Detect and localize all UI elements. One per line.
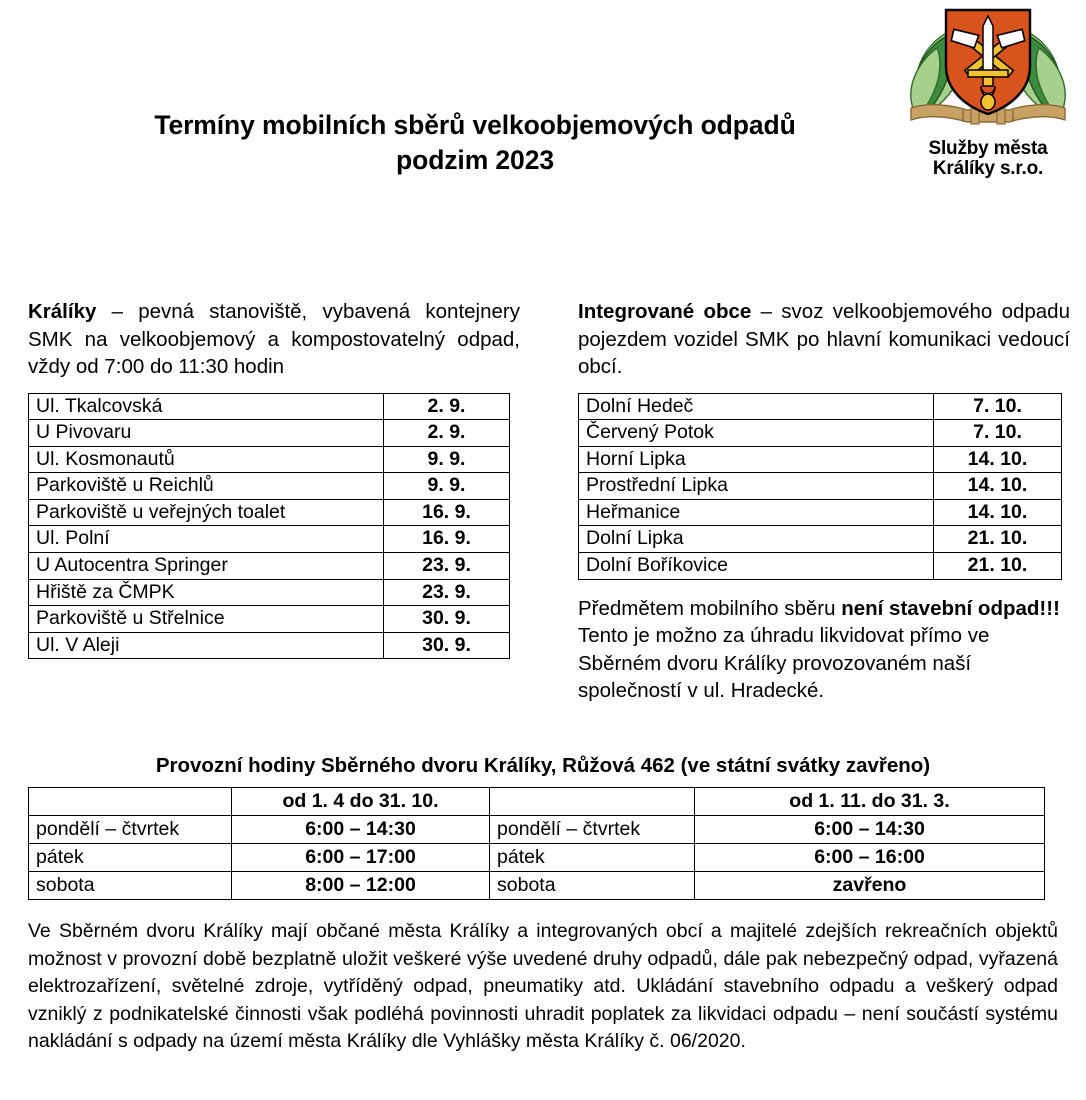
kraliky-date: 23. 9.: [384, 553, 510, 580]
hours-time-winter: 6:00 – 14:30: [695, 816, 1045, 844]
obce-schedule-table: [578, 393, 1062, 580]
note-part2: Tento je možno za úhradu likvidovat přímo ve Sběrném dvoru Králíky provozovaném naší společností v ul. Hradecké.: [578, 624, 990, 703]
kraliky-date: 9. 9.: [384, 446, 510, 473]
obce-place: Dolní Lipka: [579, 526, 934, 553]
hours-header-winter-period: od 1. 11. do 31. 3.: [695, 788, 1045, 816]
table-row: [579, 526, 1062, 553]
obce-place: Horní Lipka: [579, 446, 934, 473]
obce-date: 7. 10.: [934, 420, 1062, 447]
note-bold: není stavební odpad!!!: [841, 596, 1060, 620]
kraliky-place: Parkoviště u Reichlů: [29, 473, 384, 500]
table-row: [29, 872, 1045, 900]
page-title: [60, 108, 890, 178]
table-row: [579, 393, 1062, 420]
table-row: [29, 553, 510, 580]
table-row: [579, 553, 1062, 580]
obce-place: Heřmanice: [579, 499, 934, 526]
kraliky-place: Parkoviště u veřejných toalet: [29, 499, 384, 526]
kraliky-intro-bold: Králíky: [28, 300, 97, 323]
table-header-row: [29, 788, 1045, 816]
kraliky-place: Ul. Polní: [29, 526, 384, 553]
hours-header-blank-right: [490, 788, 695, 816]
obce-date: 14. 10.: [934, 473, 1062, 500]
table-row: [579, 446, 1062, 473]
table-row: [29, 393, 510, 420]
obce-place: Prostřední Lipka: [579, 473, 934, 500]
hours-time-winter: zavřeno: [695, 872, 1045, 900]
kraliky-date: 2. 9.: [384, 393, 510, 420]
obce-intro: [578, 298, 1070, 381]
construction-waste-note: [578, 595, 1070, 705]
table-row: [29, 606, 510, 633]
hours-header-blank-left: [29, 788, 232, 816]
note-part1: Předmětem mobilního sběru: [578, 596, 842, 620]
table-row: [29, 420, 510, 447]
hours-header-summer-period: od 1. 4 do 31. 10.: [232, 788, 490, 816]
kraliky-date: 16. 9.: [384, 526, 510, 553]
hours-day-summer: pondělí – čtvrtek: [29, 816, 232, 844]
kraliky-date: 9. 9.: [384, 473, 510, 500]
obce-place: Červený Potok: [579, 420, 934, 447]
kraliky-place: Parkoviště u Střelnice: [29, 606, 384, 633]
table-row: [29, 632, 510, 659]
obce-intro-bold: Integrované obce: [578, 300, 752, 323]
kraliky-intro: [28, 298, 520, 381]
kraliky-place: Ul. Tkalcovská: [29, 393, 384, 420]
table-row: [29, 499, 510, 526]
logo-company-line1: Služby města: [928, 138, 1048, 159]
hours-day-summer: pátek: [29, 844, 232, 872]
obce-date: 21. 10.: [934, 526, 1062, 553]
logo-company-line2: Králíky s.r.o.: [932, 158, 1044, 179]
kraliky-place: Hřiště za ČMPK: [29, 579, 384, 606]
footer-paragraph: [28, 918, 1058, 1056]
obce-date: 21. 10.: [934, 553, 1062, 580]
coat-of-arms-icon: [893, 4, 1083, 136]
hours-day-winter: pondělí – čtvrtek: [490, 816, 695, 844]
kraliky-date: 30. 9.: [384, 632, 510, 659]
kraliky-intro-rest: – pevná stanoviště, vybavená kontejnery SMK na velkoobjemový a kompostovatelný odpad, vždy od 7:00 do 11:30 hodin: [28, 300, 520, 378]
obce-date: 14. 10.: [934, 446, 1062, 473]
kraliky-place: U Pivovaru: [29, 420, 384, 447]
page-title-line1: Termíny mobilních sběrů velkoobjemových odpadů: [154, 110, 796, 140]
kraliky-place: U Autocentra Springer: [29, 553, 384, 580]
kraliky-date: 2. 9.: [384, 420, 510, 447]
kraliky-place: Ul. V Aleji: [29, 632, 384, 659]
kraliky-date: 16. 9.: [384, 499, 510, 526]
obce-date: 7. 10.: [934, 393, 1062, 420]
table-row: [579, 420, 1062, 447]
footer-text: Ve Sběrném dvoru Králíky mají občané města Králíky a integrovaných obcí a majitelé zdejších rekreačních objektů možnost v provozní době bezplatně uložit veškeré výše uvedené druhy odpadů, dále pak nebezpečný odpad, vyřazená elektrozařízení, světelné zdroje, vytříděný odpad, pneumatiky atd. Ukládání stavebního odpadu a veškerý odpad vzniklý z podnikatelské činnosti však podléhá povinnosti uhradit poplatek za likvidaci odpadu – není součástí systému nakládání s odpady na území města Králíky dle Vyhlášky města Králíky č. 06/2020.: [28, 920, 1058, 1052]
kraliky-schedule-table: [28, 393, 510, 660]
company-logo: [893, 4, 1083, 190]
obce-date: 14. 10.: [934, 499, 1062, 526]
table-row: [29, 526, 510, 553]
table-row: [29, 844, 1045, 872]
hours-time-summer: 6:00 – 17:00: [232, 844, 490, 872]
table-row: [29, 473, 510, 500]
hours-time-winter: 6:00 – 16:00: [695, 844, 1045, 872]
hours-day-winter: pátek: [490, 844, 695, 872]
hours-day-winter: sobota: [490, 872, 695, 900]
section-kraliky: [28, 298, 520, 659]
table-row: [579, 499, 1062, 526]
table-row: [29, 816, 1045, 844]
table-row: [579, 473, 1062, 500]
section-integrovane-obce: [578, 298, 1070, 705]
kraliky-date: 30. 9.: [384, 606, 510, 633]
hours-time-summer: 8:00 – 12:00: [232, 872, 490, 900]
obce-place: Dolní Boříkovice: [579, 553, 934, 580]
obce-place: Dolní Hedeč: [579, 393, 934, 420]
hours-day-summer: sobota: [29, 872, 232, 900]
kraliky-date: 23. 9.: [384, 579, 510, 606]
obce-intro-rest: – svoz velkoobjemového odpadu pojezdem vozidel SMK po hlavní komunikaci vedoucí obcí.: [578, 300, 1070, 378]
page-title-line2: podzim 2023: [396, 145, 554, 175]
hours-time-summer: 6:00 – 14:30: [232, 816, 490, 844]
kraliky-place: Ul. Kosmonautů: [29, 446, 384, 473]
table-row: [29, 579, 510, 606]
opening-hours-table: [28, 787, 1045, 900]
opening-hours-heading: Provozní hodiny Sběrného dvoru Králíky, Růžová 462 (ve státní svátky zavřeno): [155, 754, 931, 777]
table-row: [29, 446, 510, 473]
